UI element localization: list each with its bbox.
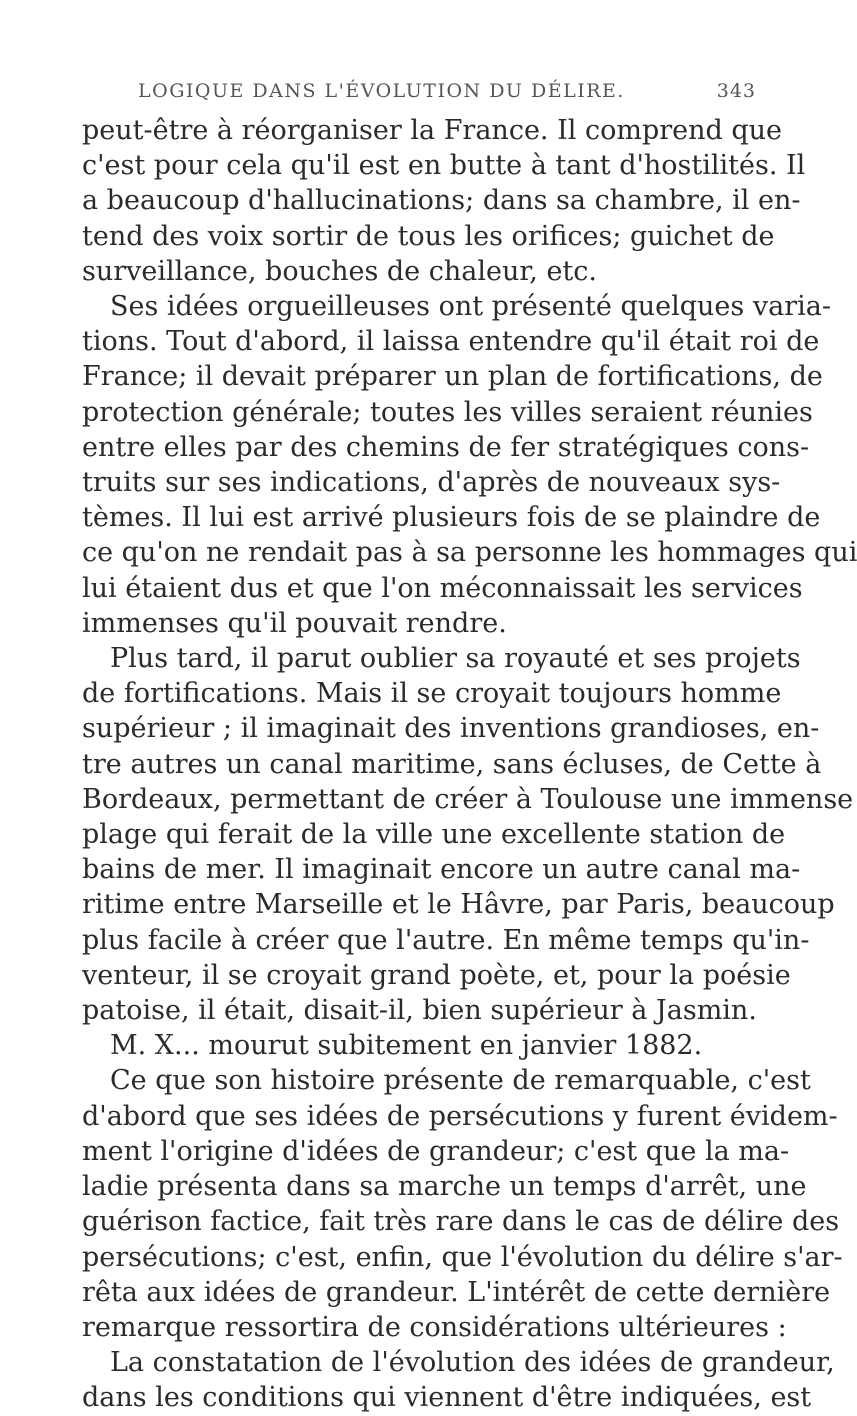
running-head-title: LOGIQUE DANS L'ÉVOLUTION DU DÉLIRE.	[138, 80, 625, 102]
text-line: a beaucoup d'hallucinations; dans sa chambre, il en-	[82, 185, 801, 217]
text-line: supérieur ; il imaginait des inventions grandioses, en-	[82, 713, 820, 745]
text-line: d'abord que ses idées de persécutions y furent évidem-	[82, 1100, 838, 1132]
text-line: c'est pour cela qu'il est en butte à tant d'hostilités. Il	[82, 150, 806, 182]
text-line: ritime entre Marseille et le Hâvre, par Paris, beaucoup	[82, 889, 835, 921]
text-line: ment l'origine d'idées de grandeur; c'est que la ma-	[82, 1135, 790, 1167]
text-line: Plus tard, il parut oublier sa royauté et ses projets	[110, 643, 801, 675]
page-number: 343	[716, 80, 756, 102]
text-line: lui étaient dus et que l'on méconnaissait les services	[82, 572, 803, 604]
text-line: bains de mer. Il imaginait encore un autre canal ma-	[82, 854, 801, 886]
text-line: protection générale; toutes les villes seraient réunies	[82, 396, 813, 428]
text-line: ladie présenta dans sa marche un temps d'arrêt, une	[82, 1171, 807, 1203]
text-line: rêta aux idées de grandeur. L'intérêt de cette dernière	[82, 1276, 831, 1308]
text-line: Ce que son histoire présente de remarquable, c'est	[110, 1065, 811, 1097]
body-text	[82, 113, 857, 1416]
text-line: dans les conditions qui viennent d'être indiquées, est	[82, 1382, 812, 1414]
text-line: surveillance, bouches de chaleur, etc.	[82, 255, 597, 287]
text-line: tèmes. Il lui est arrivé plusieurs fois de se plaindre de	[82, 502, 821, 534]
text-line: truits sur ses indications, d'après de nouveaux sys-	[82, 467, 781, 499]
text-line: tions. Tout d'abord, il laissa entendre qu'il était roi de	[82, 326, 820, 358]
text-line: venteur, il se croyait grand poète, et, pour la poésie	[82, 959, 791, 991]
text-line: de fortifications. Mais il se croyait toujours homme	[82, 678, 782, 710]
text-line: France; il devait préparer un plan de fortifications, de	[82, 361, 823, 393]
text-line: Ses idées orgueilleuses ont présenté quelques varia-	[110, 291, 831, 323]
text-line: entre elles par des chemins de fer stratégiques cons-	[82, 431, 810, 463]
text-line: M. X... mourut subitement en janvier 1882.	[110, 1030, 703, 1062]
text-line: peut-être à réorganiser la France. Il comprend que	[82, 115, 783, 146]
text-line: ce qu'on ne rendait pas à sa personne les hommages qui	[82, 537, 857, 569]
text-line: guérison factice, fait très rare dans le cas de délire des	[82, 1206, 840, 1238]
text-line: Bordeaux, permettant de créer à Toulouse une immense	[82, 783, 854, 815]
text-line: persécutions; c'est, enfin, que l'évolution du délire s'ar-	[82, 1241, 843, 1273]
text-line: plus facile à créer que l'autre. En même temps qu'in-	[82, 924, 810, 956]
text-line: tend des voix sortir de tous les orifices; guichet de	[82, 220, 775, 252]
text-line: tre autres un canal maritime, sans écluses, de Cette à	[82, 748, 822, 780]
text-line: patoise, il était, disait-il, bien supérieur à Jasmin.	[82, 995, 757, 1027]
text-line: La constatation de l'évolution des idées de grandeur,	[110, 1347, 835, 1379]
text-line: plage qui ferait de la ville une excellente station de	[82, 819, 786, 851]
text-line: remarque ressortira de considérations ultérieures :	[82, 1311, 787, 1343]
text-line: immenses qu'il pouvait rendre.	[82, 607, 507, 639]
